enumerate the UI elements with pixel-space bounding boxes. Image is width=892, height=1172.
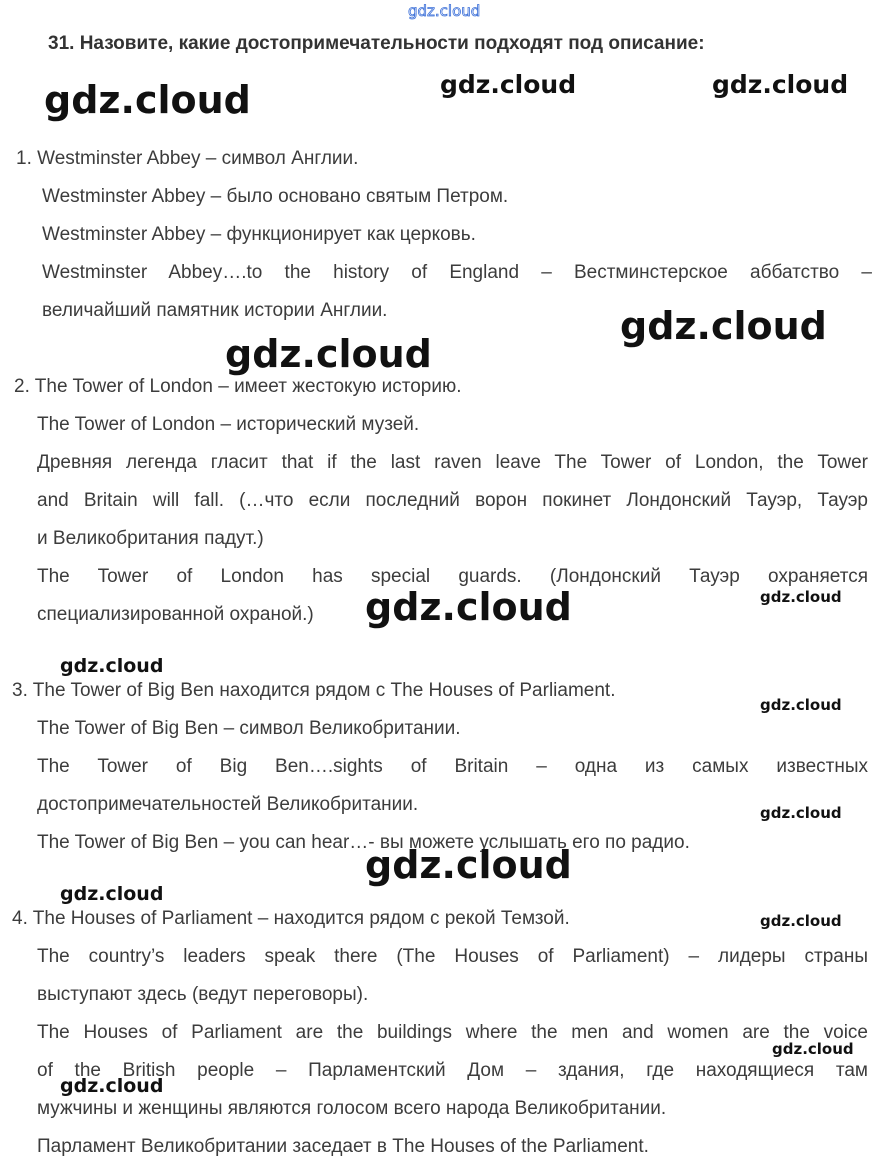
text-line: The Tower of Big Ben….sights of Britain – одна из самых известных	[37, 756, 868, 777]
text-line: мужчины и женщины являются голосом всего народа Великобритании.	[37, 1098, 667, 1119]
text-line: величайший памятник истории Англии.	[42, 300, 388, 321]
text-line: Westminster Abbey – функционирует как церковь.	[42, 224, 476, 245]
text-line: Westminster Abbey – было основано святым Петром.	[42, 186, 509, 207]
text-line: выступают здесь (ведут переговоры).	[37, 984, 369, 1005]
watermark: gdz.cloud	[365, 585, 572, 629]
watermark: gdz.cloud	[760, 696, 842, 714]
watermark: gdz.cloud	[760, 912, 842, 930]
text-line: The Houses of Parliament are the buildings where the men and women are the voice	[37, 1022, 868, 1043]
watermark: gdz.cloud	[760, 804, 842, 822]
text-line: 4. The Houses of Parliament – находится рядом с рекой Темзой.	[12, 908, 570, 929]
watermark: gdz.cloud	[60, 655, 164, 677]
text-line: The Tower of Big Ben – you can hear…- вы можете услышать его по радио.	[37, 832, 690, 853]
watermark: gdz.cloud	[60, 1075, 164, 1097]
text-line: специализированной охраной.)	[37, 604, 314, 625]
watermark: gdz.cloud	[440, 70, 577, 99]
text-line: 2. The Tower of London – имеет жестокую историю.	[14, 376, 462, 397]
text-line: достопримечательностей Великобритании.	[37, 794, 419, 815]
text-line: The country’s leaders speak there (The Houses of Parliament) – лидеры страны	[37, 946, 868, 967]
text-line: 3. The Tower of Big Ben находится рядом с The Houses of Parliament.	[12, 680, 616, 701]
text-line: Westminster Abbey….to the history of England – Вестминстерское аббатство –	[42, 262, 872, 283]
text-line: и Великобритания падут.)	[37, 528, 264, 549]
watermark: gdz.cloud	[620, 304, 827, 348]
watermark: gdz.cloud	[44, 78, 251, 122]
exercise-heading: 31. Назовите, какие достопримечательности подходят под описание:	[48, 33, 705, 54]
text-line: The Tower of London – исторический музей.	[37, 414, 420, 435]
text-line: and Britain will fall. (…что если последний ворон покинет Лондонский Тауэр, Тауэр	[37, 490, 868, 511]
text-line: The Tower of London has special guards. (Лондонский Тауэр охраняется	[37, 566, 868, 587]
text-line: 1. Westminster Abbey – символ Англии.	[16, 148, 359, 169]
top-watermark: gdz.cloud	[408, 2, 481, 20]
watermark: gdz.cloud	[712, 70, 849, 99]
text-line: The Tower of Big Ben – символ Великобритании.	[37, 718, 461, 739]
watermark: gdz.cloud	[365, 843, 572, 887]
watermark: gdz.cloud	[760, 588, 842, 606]
watermark: gdz.cloud	[60, 883, 164, 905]
text-line: Древняя легенда гласит that if the last raven leave The Tower of London, the Tower	[37, 452, 868, 473]
watermark: gdz.cloud	[772, 1040, 854, 1058]
watermark: gdz.cloud	[225, 332, 432, 376]
text-line: of the British people – Парламентский Дом – здания, где находящиеся там	[37, 1060, 868, 1081]
text-line: Парламент Великобритании заседает в The Houses of the Parliament.	[37, 1136, 649, 1157]
